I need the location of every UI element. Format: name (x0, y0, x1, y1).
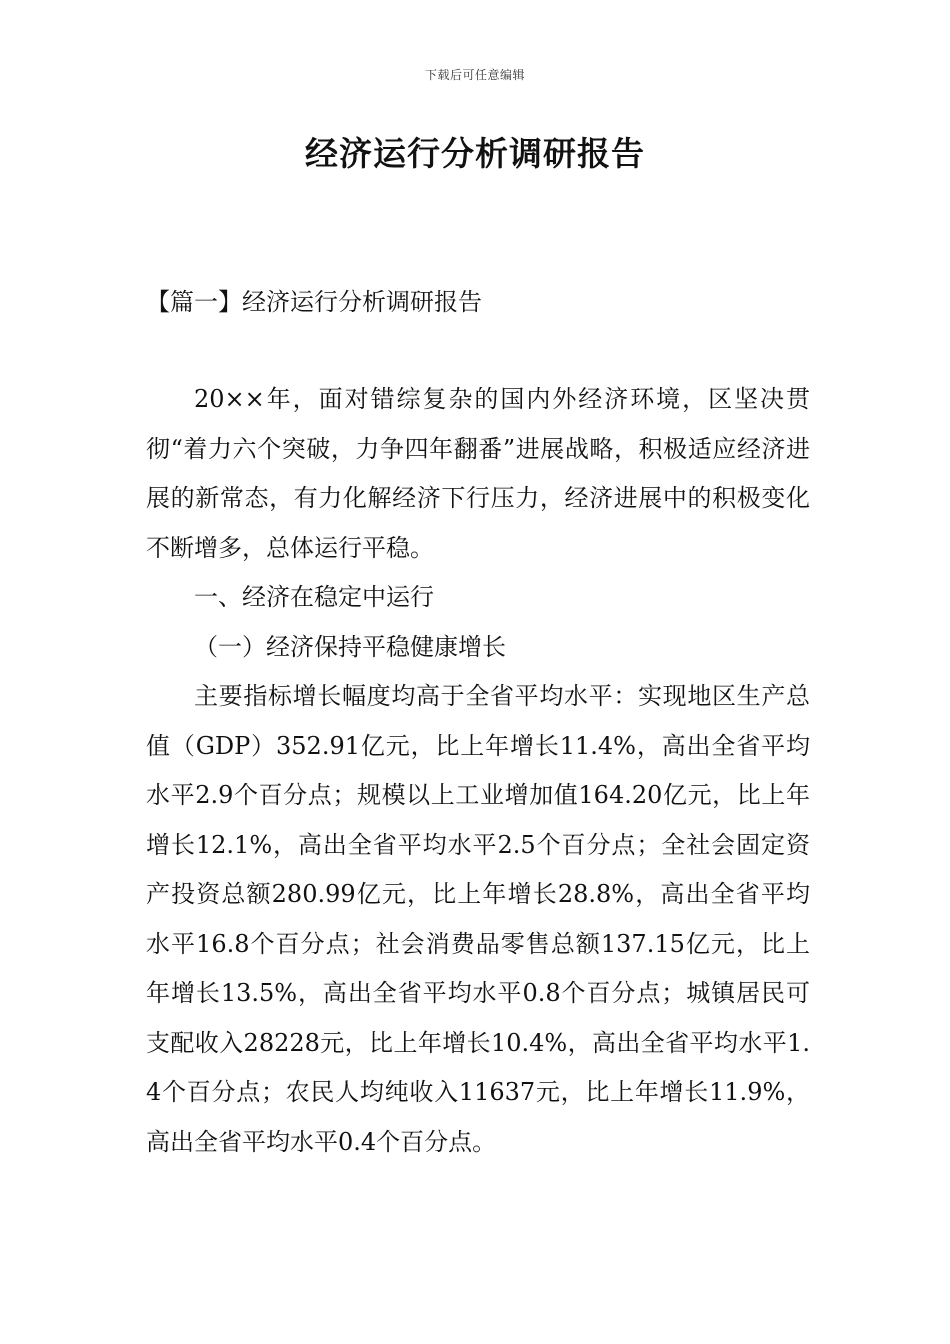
header-note: 下载后可任意编辑 (424, 68, 525, 82)
paragraph-subheading-1: （一）经济保持平稳健康增长 (194, 632, 506, 661)
paragraph-intro: 20××年，面对错综复杂的国内外经济环境，区坚决贯彻“着力六个突破，力争四年翻番”进展战略，积极适应经济进展的新常态，有力化解经济下行压力，经济进展中的积极变化不断增多，总体运行平稳。 (146, 385, 810, 562)
paragraph-heading-1: 一、经济在稳定中运行 (194, 583, 434, 611)
paragraph-indicators: 主要指标增长幅度均高于全省平均水平：实现地区生产总值（GDP）352.91亿元，比上年增长11.4%，高出全省平均水平2.9个百分点；规模以上工业增加值164.20亿元，比上年增长12.1%，高出全省平均水平2.5个百分点；全社会固定资产投资总额280.99亿元，比上年增长28.8%，高出全省平均水平16.8个百分点；社会消费品零售总额137.15亿元，比上年增长13.5%，高出全省平均水平0.8个百分点；城镇居民可支配收入28228元，比上年增长10.4%，高出全省平均水平1.4个百分点；农民人均纯收入11637元，比上年增长11.9%，高出全省平均水平0.4个百分点。 (146, 682, 810, 1156)
body-text (146, 375, 810, 1167)
section-heading: 【篇一】经济运行分析调研报告 (146, 288, 482, 316)
document-title: 经济运行分析调研报告 (305, 134, 645, 173)
